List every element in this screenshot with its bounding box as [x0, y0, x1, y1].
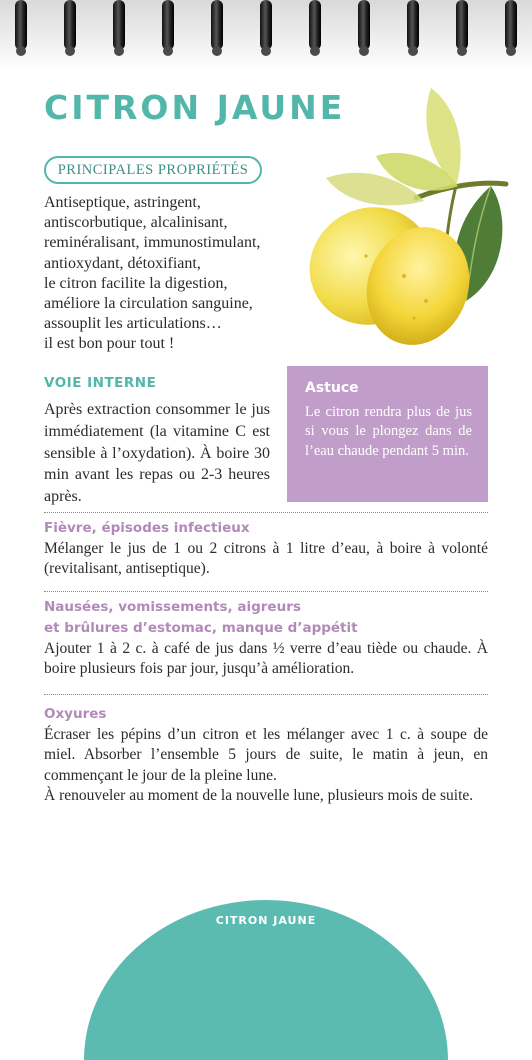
- lemon-branch-illustration: [306, 86, 528, 348]
- properties-text: [44, 193, 314, 355]
- voie-interne-text: Après extraction consommer le jus immédiatement (la vitamine C est sensible à l’oxydation). À boire 30 min avant les repas ou 2-3 heures après.: [44, 401, 270, 506]
- remedy-text: Mélanger le jus de 1 ou 2 citrons à 1 litre d’eau, à boire à volonté (revitalisant, antiseptique).: [44, 540, 488, 578]
- remedy-text-continued: À renouveler au moment de la nouvelle lune, plusieurs mois de suite.: [44, 787, 474, 805]
- remedy-title: Fièvre, épisodes infectieux: [44, 520, 250, 536]
- dotted-divider: [44, 694, 488, 695]
- page-title: CITRON JAUNE: [44, 88, 346, 127]
- binding-ring: [211, 0, 223, 50]
- spiral-binding: [0, 0, 532, 60]
- voie-interne-title: VOIE INTERNE: [44, 375, 157, 391]
- remedy-title: Nausées, vomissements, aigreurs: [44, 599, 301, 615]
- dotted-divider: [44, 591, 488, 592]
- remedy-text: Ajouter 1 à 2 c. à café de jus dans ½ verre d’eau tiède ou chaude. À boire plusieurs fois par jour, jusqu’à amélioration.: [44, 640, 488, 678]
- properties-badge: [44, 156, 262, 184]
- remedy-title: Oxyures: [44, 706, 107, 722]
- astuce-box: [287, 366, 488, 502]
- binding-ring: [358, 0, 370, 50]
- astuce-text: Le citron rendra plus de jus si vous le plongez dans de l’eau chaude pendant 5 min.: [305, 404, 472, 459]
- properties-line: assouplit les articulations…: [44, 315, 222, 333]
- properties-line: reminéralisant, immunostimulant,: [44, 234, 261, 252]
- remedy-oxyures: [44, 704, 488, 807]
- properties-line: le citron facilite la digestion,: [44, 274, 228, 292]
- properties-line: antioxydant, détoxifiant,: [44, 254, 201, 272]
- properties-line: Antiseptique, astringent,: [44, 194, 201, 211]
- dotted-divider: [44, 512, 488, 513]
- binding-ring: [309, 0, 321, 50]
- remedy-text: Écraser les pépins d’un citron et les mélanger avec 1 c. à soupe de miel. Absorber l’ensemble 5 jours de suite, le matin à jeun, en commençant le jour de la pleine lune.: [44, 726, 488, 784]
- remedy-nausees: [44, 597, 488, 680]
- binding-ring: [505, 0, 517, 50]
- astuce-title: Astuce: [305, 380, 359, 396]
- properties-line: antiscorbutique, alcalinisant,: [44, 214, 228, 232]
- properties-line: il est bon pour tout !: [44, 335, 175, 353]
- properties-line: améliore la circulation sanguine,: [44, 295, 253, 313]
- binding-ring: [113, 0, 125, 50]
- properties-badge-label: PRINCIPALES PROPRIÉTÉS: [57, 161, 249, 178]
- remedy-fievre: [44, 518, 488, 580]
- binding-ring: [64, 0, 76, 50]
- binding-ring: [407, 0, 419, 50]
- remedy-title: et brûlures d’estomac, manque d’appétit: [44, 620, 358, 636]
- binding-ring: [162, 0, 174, 50]
- binding-ring: [15, 0, 27, 50]
- binding-ring: [260, 0, 272, 50]
- binding-ring: [456, 0, 468, 50]
- footer-label: CITRON JAUNE: [215, 914, 317, 927]
